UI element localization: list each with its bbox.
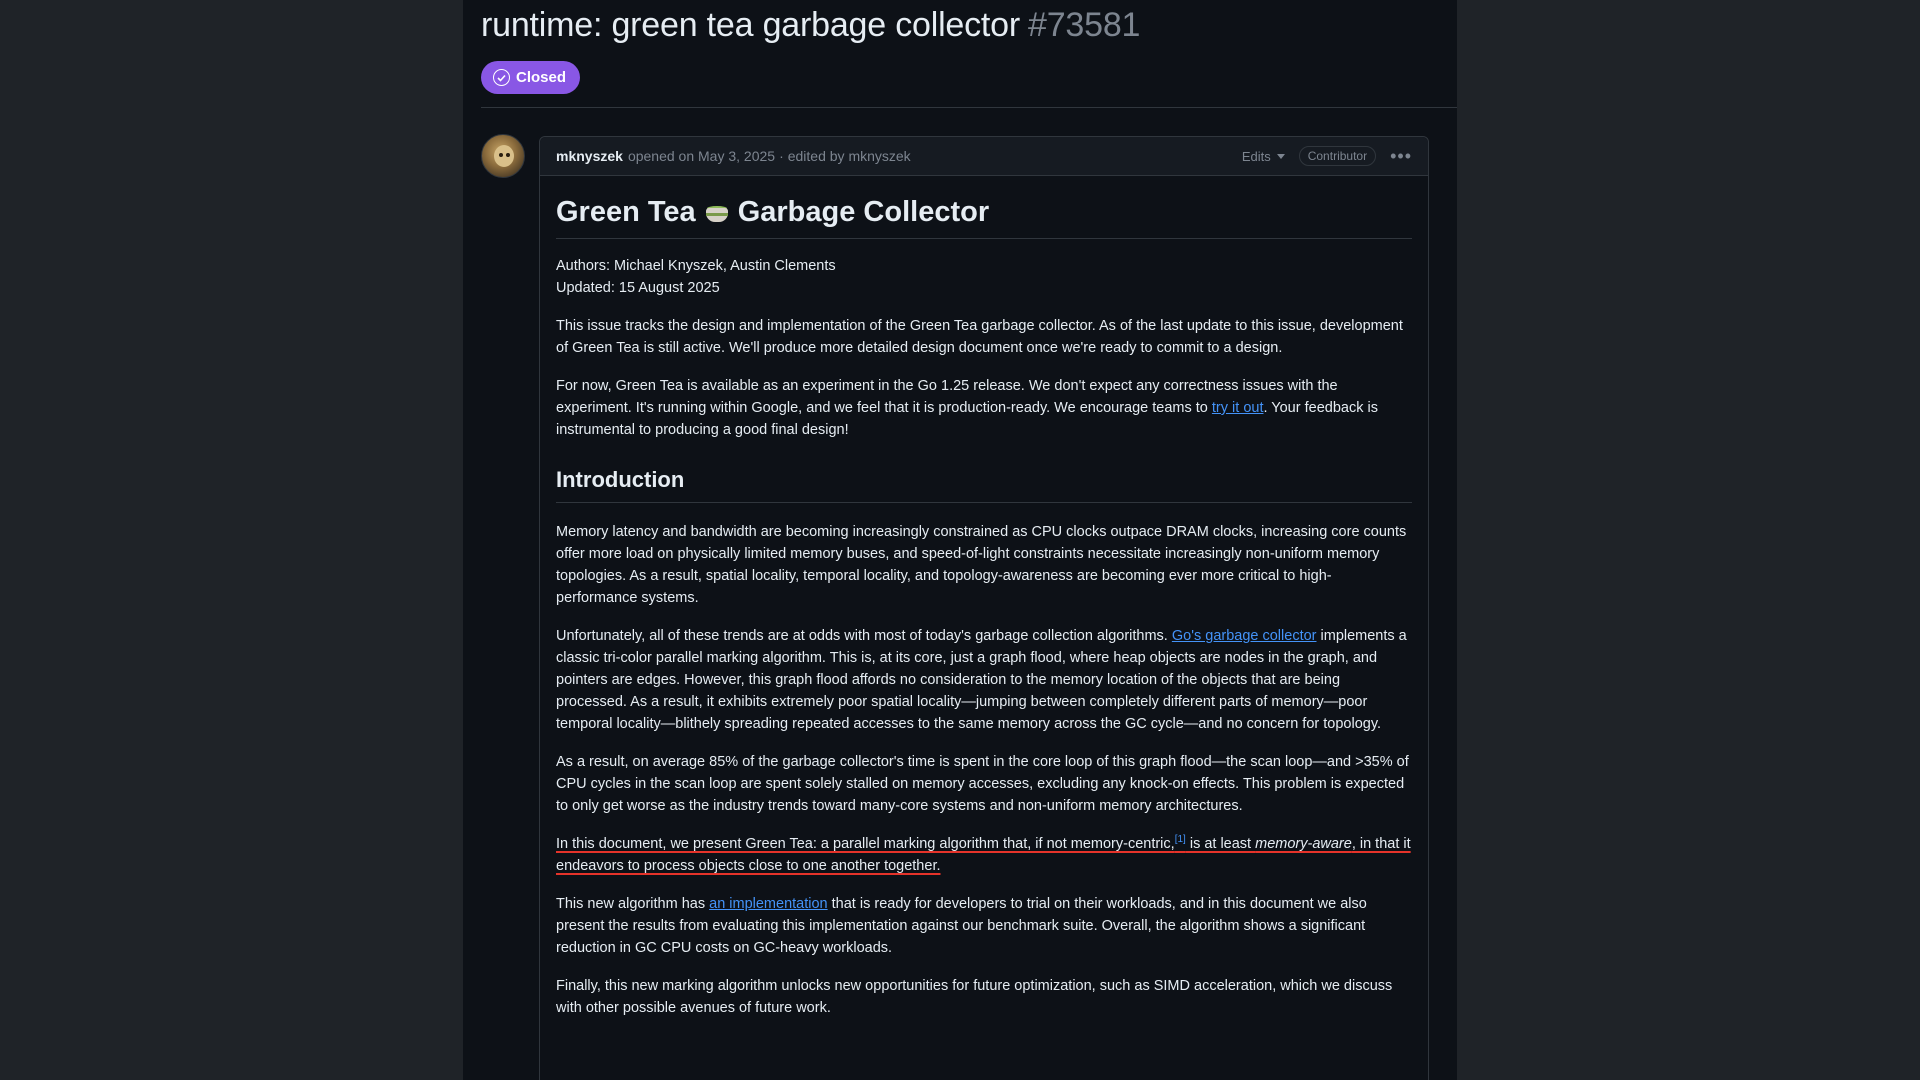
p7-text-a: This new algorithm has — [556, 896, 710, 912]
opened-text: opened on May 3, 2025 — [627, 148, 776, 164]
paragraph-6-highlighted — [556, 833, 1412, 877]
p6-text-b: is at least — [1185, 836, 1256, 852]
memory-aware-emphasis: memory-aware — [1255, 836, 1352, 852]
p6-text-a: In this document, we present Green Tea: a parallel marking algorithm that, if not memory-centric, — [556, 836, 1175, 852]
avatar-face — [494, 145, 514, 167]
paragraph-8: Finally, this new marking algorithm unlocks new opportunities for future optimization, such as SIMD acceleration, which we discuss with other possible avenues of future work. — [556, 978, 1393, 1016]
comment-header — [540, 137, 1428, 176]
paragraph-2 — [556, 375, 1412, 441]
gos-garbage-collector-link[interactable]: Go's garbage collector — [1171, 628, 1317, 644]
comment-header-actions — [1242, 146, 1412, 166]
comment-author-link[interactable]: mknyszek — [556, 148, 623, 164]
comment-meta — [628, 148, 915, 164]
paragraph-1: This issue tracks the design and implementation of the Green Tea garbage collector. As of the last update to this issue, development of Green Tea is still active. We'll produce more detailed design document once we're ready to commit to a design. — [556, 318, 1403, 356]
paragraph-7 — [556, 893, 1412, 959]
header-divider — [481, 107, 1457, 108]
green-tea-cup-icon — [704, 201, 730, 223]
footnote-1-link[interactable]: [1] — [1174, 834, 1186, 846]
issue-comment — [539, 136, 1429, 1080]
state-label: Closed — [516, 69, 567, 86]
meta-separator: · — [779, 148, 784, 164]
paragraph-3: Memory latency and bandwidth are becoming increasingly constrained as CPU clocks outpace DRAM clocks, increasing core counts offer more load on physically limited memory buses, and speed-of-light constraints necessitate increasingly non-uniform memory topologies. As a result, spatial locality, temporal locality, and topology-awareness are becoming ever more critical to high-performance systems. — [556, 524, 1407, 606]
doc-heading — [556, 194, 1412, 239]
edits-dropdown[interactable] — [1242, 149, 1285, 164]
edits-label: Edits — [1241, 148, 1271, 164]
paragraph-4 — [556, 625, 1412, 735]
author-avatar[interactable] — [481, 134, 525, 178]
state-closed-badge[interactable] — [481, 61, 580, 94]
p4-text-a: Unfortunately, all of these trends are at odds with most of today's garbage collection algorithms. — [556, 628, 1172, 644]
p6-text-c: , in that it endeavors to process objects close to one another together. — [556, 836, 1411, 874]
try-it-out-link[interactable]: try it out — [1211, 400, 1264, 416]
avatar-eye-left — [499, 153, 503, 157]
issue-title: runtime: green tea garbage collector — [481, 6, 1021, 44]
contributor-badge: Contributor — [1299, 146, 1376, 166]
doc-heading-before: Green Tea — [556, 196, 696, 228]
p7-text-b: that is ready for developers to trial on their workloads, and in this document we also present the results from evaluating this implementation against our benchmark suite. Overall, the algorithm shows a significant reduction in GC CPU costs on GC-heavy workloads. — [556, 896, 1367, 956]
doc-authors: Authors: Michael Knyszek, Austin Clements — [556, 258, 836, 274]
doc-heading-after: Garbage Collector — [737, 196, 990, 228]
issue-number: #73581 — [1028, 6, 1141, 44]
issue-title-row — [481, 6, 1140, 45]
p2-text-a: For now, Green Tea is available as an experiment in the Go 1.25 release. We don't expect any correctness issues with the experiment. It's running within Google, and we feel that it is production-ready. We encourage teams to — [556, 378, 1338, 416]
an-implementation-link[interactable]: an implementation — [709, 896, 828, 912]
kebab-horizontal-icon[interactable]: ••• — [1390, 146, 1412, 166]
doc-updated: Updated: 15 August 2025 — [556, 280, 720, 296]
chevron-down-icon — [1277, 154, 1285, 159]
introduction-heading: Introduction — [556, 465, 1412, 503]
p4-text-b: implements a classic tri-color parallel marking algorithm. This is, at its core, just a graph flood, where heap objects are nodes in the graph, and pointers are edges. However, this graph flood affords no consideration to the memory location of the objects that are being processed. As a result, it exhibits extremely poor spatial locality—jumping between completely different parts of memory—poor temporal locality—blithely spreading repeated accesses to the same memory across the GC cycle—and no concern for topology. — [556, 628, 1407, 732]
avatar-eye-right — [506, 153, 510, 157]
p2-text-b: . Your feedback is instrumental to producing a good final design! — [556, 400, 1378, 438]
check-circle-icon — [493, 69, 510, 86]
edited-text[interactable]: edited by mknyszek — [787, 148, 911, 164]
footnote-1[interactable] — [1175, 834, 1186, 845]
comment-body — [540, 176, 1428, 1019]
paragraph-5: As a result, on average 85% of the garbage collector's time is spent in the core loop of this graph flood—the scan loop—and >35% of CPU cycles in the scan loop are spent solely stalled on memory accesses, excluding any knock-on effects. This problem is expected to only get worse as the industry trends toward many-core systems and non-uniform memory architectures. — [556, 754, 1409, 814]
issue-page — [463, 0, 1457, 1080]
